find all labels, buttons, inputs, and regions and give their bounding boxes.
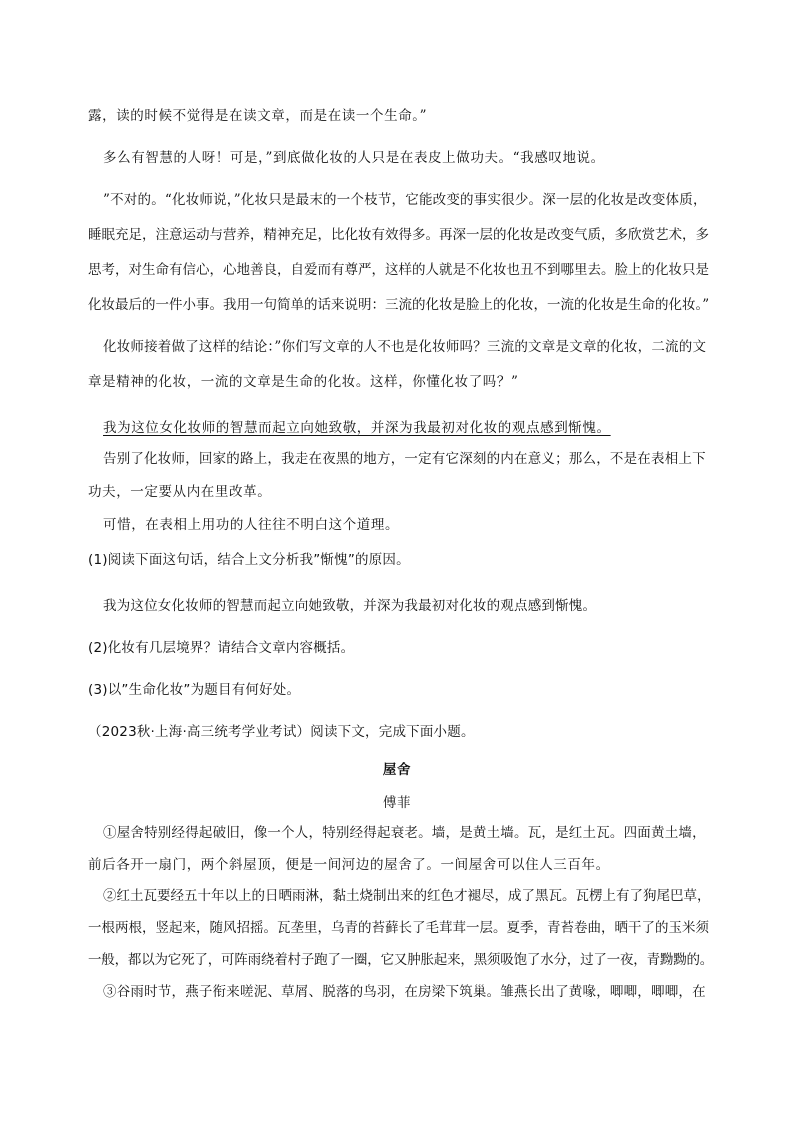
story-paragraph-1-line-1: ①屋舍特别经得起破旧，像一个人，特别经得起衰老。墙，是黄土墙。瓦，是红土瓦。四面黄土墙， — [103, 825, 706, 841]
question-1: (1)阅读下面这句话，结合上文分析我”惭愧”的原因。 — [88, 552, 410, 568]
story-author: 傅菲 — [382, 795, 412, 811]
story-paragraph-2-line-2: 一根两根，竖起来，随风招摇。瓦垄里，乌青的苔藓长了毛茸茸一层。夏季，青苔卷曲，晒干了的玉米须 — [88, 920, 709, 936]
article-line-8: 章是精神的化妆，一流的文章是生命的化妆。这样，你懂化妆了吗？” — [88, 374, 519, 390]
question-1-quote: 我为这位女化妆师的智慧而起立向她致敬，并深为我最初对化妆的观点感到惭愧。 — [103, 598, 597, 614]
section-intro: （2023秋·上海·高三统考学业考试）阅读下文，完成下面小题。 — [88, 724, 475, 740]
article-line-12: 可惜，在表相上用功的人往往不明白这个道理。 — [103, 517, 400, 533]
article-line-6: 化妆最后的一件小事。我用一句简单的话来说明：三流的化妆是脸上的化妆，一流的化妆是生命的化妆。” — [88, 297, 710, 313]
story-paragraph-1-line-2: 前后各开一扇门，两个斜屋顶，便是一间河边的屋舍了。一间屋舍可以住人三百年。 — [88, 857, 610, 873]
story-paragraph-2-line-3: 一般，都以为它死了，可阵雨绕着村子跑了一圈，它又肿胀起来，黑须吸饱了水分，过了一夜，青黝黝的。 — [88, 952, 714, 968]
question-2: (2)化妆有几层境界？请结合文章内容概括。 — [88, 640, 355, 656]
article-line-4: 睡眠充足，注意运动与营养，精神充足，比化妆有效得多。再深一层的化妆是改变气质，多欣赏艺术，多 — [88, 227, 709, 243]
article-line-10: 告别了化妆师，回家的路上，我走在夜黑的地方，一定有它深刻的内在意义；那么，不是在表相上下 — [103, 451, 706, 467]
article-line-3: ”不对的。“化妆师说，”化妆只是最末的一个枝节，它能改变的事实很少。深一层的化妆是改变体质， — [103, 192, 707, 208]
story-title: 屋舍 — [382, 762, 412, 778]
article-line-7: 化妆师接着做了这样的结论：”你们写文章的人不也是化妆师吗？三流的文章是文章的化妆，二流的文 — [103, 339, 707, 355]
question-3: (3)以”生命化妆”为题目有何好处。 — [88, 682, 301, 698]
article-line-1: 露，读的时候不觉得是在读文章，而是在读一个生命。” — [88, 108, 428, 124]
article-line-2: 多么有智慧的人呀！可是，”到底做化妆的人只是在表皮上做功夫。“我感叹地说。 — [103, 150, 605, 166]
article-line-11: 功夫，一定要从内在里改革。 — [88, 484, 272, 500]
story-paragraph-3-line-1: ③谷雨时节，燕子衔来嗟泥、草屑、脱落的鸟羽，在房梁下筑巢。雏燕长出了黄喙，唧唧，唧唧，在 — [103, 984, 706, 1000]
article-line-9-underlined: 我为这位女化妆师的智慧而起立向她致敬，并深为我最初对化妆的观点感到惭愧。 — [103, 420, 611, 436]
story-paragraph-2-line-1: ②红土瓦要经五十年以上的日晒雨淋，黏土烧制出来的红色才褪尽，成了黑瓦。瓦楞上有了狗尾巴草， — [103, 888, 711, 904]
article-line-5: 思考，对生命有信心，心地善良，自爱而有尊严，这样的人就是不化妆也丑不到哪里去。脸上的化妆只是 — [88, 262, 709, 278]
